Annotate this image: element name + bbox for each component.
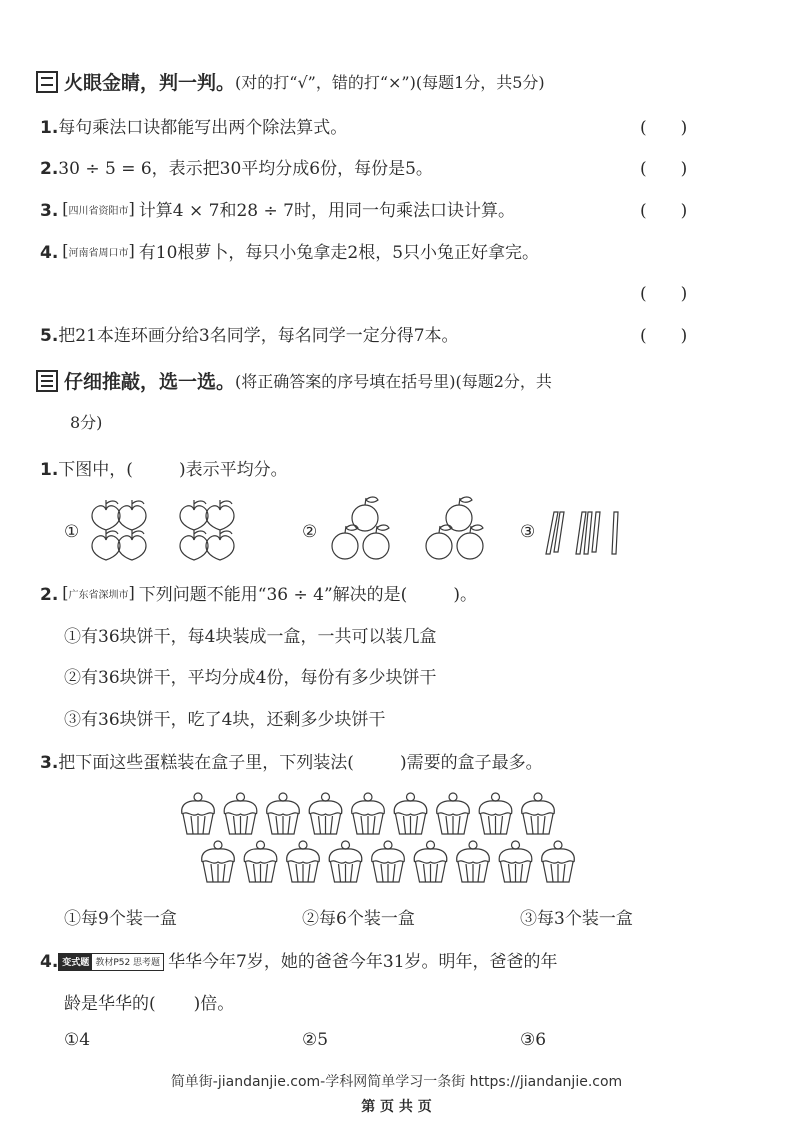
question-text: 每句乘法口诀都能写出两个除法算式。 [58,118,348,138]
question-text: )表示平均分。 [178,460,288,480]
section-2-heading: 火眼金睛，判一判。 [64,72,236,94]
cupcake [244,841,277,882]
question-number: 1. [40,460,59,480]
question-text: )倍。 [193,994,235,1014]
question-number: 4. [40,952,59,972]
question-text: 把21本连环画分给3名同学，每名同学一定分得7本。 [58,326,459,346]
page-number: 第 页 共 页 [361,1099,432,1115]
answer-paren-4[interactable]: ( ) [640,284,688,304]
region-tag: [ 河南省周口市 ] [59,241,138,260]
option-3: ③每3个装一盒 [520,909,633,929]
region-tag: [ 四川省资阳市 ] [59,199,138,218]
cupcake [372,841,405,882]
cupcake [287,841,320,882]
cupcake [479,793,512,834]
option-3: ③6 [520,1030,547,1050]
cupcake [437,793,470,834]
cupcake [499,841,532,882]
question-text: 把下面这些蛋糕装在盒子里，下列装法( [58,753,354,773]
question-number: 3. [40,201,59,221]
option-1: ①有36块饼干，每4块装成一盒，一共可以装几盒 [64,627,437,647]
section-2-note: (对的打“√”，错的打“×”)(每题1分，共5分) [235,73,545,92]
question-text: )。 [453,585,477,605]
question-number: 1. [40,118,59,138]
option-label-3: ③ [520,522,536,542]
question-text: 有10根萝卜，每只小兔拿走2根，5只小兔正好拿完。 [138,243,540,263]
variant-tag-label: 变式题 [59,954,92,970]
answer-paren-5[interactable]: ( ) [640,326,688,346]
cupcake [522,793,555,834]
question-number: 4. [40,243,59,263]
answer-paren-3[interactable]: ( ) [640,201,688,221]
question-text: 下列问题不能用“36 ÷ 4”解决的是( [138,585,408,605]
question-text: 龄是华华的( [64,994,156,1014]
option-1: ①4 [64,1030,91,1050]
option-3: ③有36块饼干，吃了4块，还剩多少块饼干 [64,710,386,730]
cupcake [414,841,447,882]
section-3-note: (将正确答案的序号填在括号里)(每题2分，共 [235,372,552,391]
option-1: ①每9个装一盒 [64,909,177,929]
cupcake [542,841,575,882]
question-number: 2. [40,585,59,605]
section-3-heading: 仔细推敲，选一选。 [64,371,236,393]
cupcake [224,793,257,834]
region-tag: [ 广东省深圳市 ] [59,583,138,602]
option-2: ②每6个装一盒 [302,909,415,929]
question-number: 5. [40,326,59,346]
question-text: 下图中，( [58,460,133,480]
question-number: 3. [40,753,59,773]
option-label-1: ① [64,522,80,542]
option-label-2: ② [302,522,318,542]
variant-tag [58,953,164,971]
question-text: 30 ÷ 5 = 6，表示把30平均分成6份，每份是5。 [58,159,433,179]
answer-paren-2[interactable]: ( ) [640,159,688,179]
question-text: )需要的盒子最多。 [399,753,543,773]
textbook-ref: 教材P52 思考题 [95,958,161,968]
cupcake [352,793,385,834]
cupcake [309,793,342,834]
cupcake [267,793,300,834]
question-text: 华华今年7岁，她的爸爸今年31岁。明年，爸爸的年 [168,952,558,972]
choice-question-4-cont [64,989,234,1014]
answer-paren-1[interactable]: ( ) [640,118,688,138]
cupcake [202,841,235,882]
question-text: 计算4 × 7和28 ÷ 7时，用同一句乘法口诀计算。 [138,201,515,221]
choice-question-4 [40,947,558,973]
footer-site: 简单街-jiandanjie.com-学科网简单学习一条街 https://jiandanjie.com [170,1074,623,1090]
question-number: 2. [40,159,59,179]
option-2: ②5 [302,1030,329,1050]
cupcake [394,793,427,834]
cupcake [457,841,490,882]
section-3-note-cont: 8分) [70,413,103,432]
cupcake [329,841,362,882]
cupcake [182,793,215,834]
option-2: ②有36块饼干，平均分成4份，每份有多少块饼干 [64,668,437,688]
